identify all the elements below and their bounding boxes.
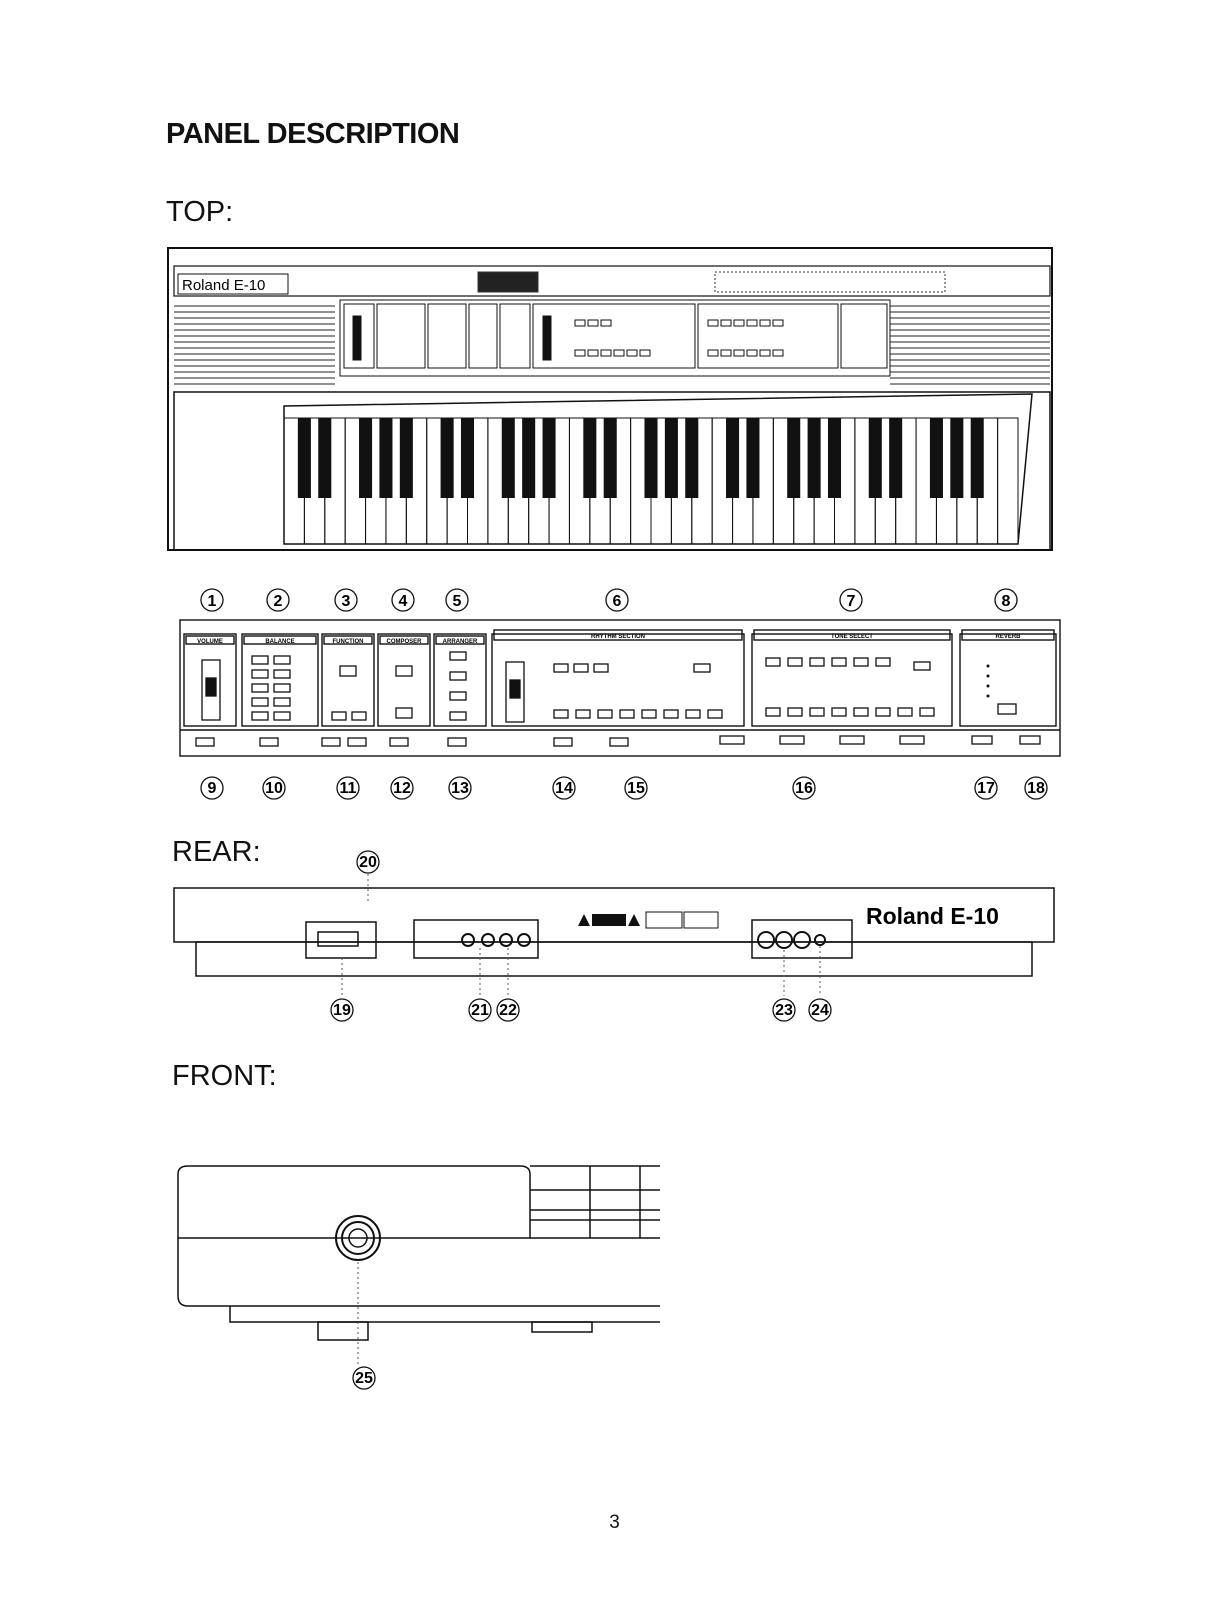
section-label-front: FRONT: [172,1060,277,1092]
black-key [971,418,984,498]
callout-3: 3 [341,593,351,610]
black-key [583,418,596,498]
label-balance: BALANCE [265,639,295,645]
control-panel-detail-illustration [176,616,1066,768]
callout-19: 19 [333,1002,351,1019]
black-key [400,418,413,498]
top-lower-callouts [180,770,1060,806]
callout-4: 4 [398,593,408,610]
black-key [787,418,800,498]
callout-16: 16 [795,780,813,797]
callout-6: 6 [612,593,622,610]
display-area [478,272,945,292]
callout-20: 20 [359,854,377,871]
black-key [318,418,331,498]
callout-8: 8 [1001,593,1011,610]
black-key [746,418,759,498]
callout-13: 13 [451,780,469,797]
callout-5: 5 [452,593,462,610]
label-rhythm-section: RHYTHM SECTION [591,634,645,640]
callout-12: 12 [393,780,411,797]
callout-17: 17 [977,780,995,797]
black-keys [298,418,984,498]
callout-24: 24 [811,1002,829,1019]
white-key [998,418,1018,544]
callout-1: 1 [207,593,217,610]
label-arranger: ARRANGER [442,639,478,645]
rear-view-illustration [172,844,1062,1034]
black-key [828,418,841,498]
black-key [869,418,882,498]
black-key [502,418,515,498]
black-key [808,418,821,498]
callout-11: 11 [339,780,357,797]
label-tone-select: TONE SELECT [831,634,873,640]
black-key [359,418,372,498]
right-speaker-grille [890,306,1050,384]
black-key [461,418,474,498]
section-label-top: TOP: [166,196,234,228]
callout-15: 15 [627,780,645,797]
label-reverb: REVERB [995,634,1021,640]
section-label-rear: REAR: [172,836,261,868]
callout-21: 21 [471,1002,489,1019]
top-control-strip [340,300,890,376]
rear-brand-logo: Roland E-10 [866,903,999,929]
black-key [685,418,698,498]
black-key [726,418,739,498]
label-composer: COMPOSER [386,639,422,645]
black-key [543,418,556,498]
label-volume: VOLUME [197,639,223,645]
page-title: PANEL DESCRIPTION [166,118,460,150]
page-number: 3 [609,1512,620,1533]
top-brand-logo: Roland E-10 [182,277,266,294]
black-key [298,418,311,498]
left-speaker-grille [174,306,335,384]
callout-18: 18 [1027,780,1045,797]
black-key [441,418,454,498]
black-key [930,418,943,498]
top-upper-callouts [180,582,1060,618]
black-key [379,418,392,498]
callout-14: 14 [555,780,573,797]
callout-9: 9 [207,780,217,797]
keyboard-top-view-illustration [160,244,1060,556]
callout-25: 25 [355,1370,373,1387]
black-key [522,418,535,498]
black-key [665,418,678,498]
black-key [950,418,963,498]
black-key [604,418,617,498]
front-view-illustration [170,1146,670,1396]
callout-10: 10 [265,780,283,797]
black-key [644,418,657,498]
callout-23: 23 [775,1002,793,1019]
callout-2: 2 [273,593,283,610]
label-function: FUNCTION [332,639,364,645]
callout-7: 7 [846,593,856,610]
callout-22: 22 [499,1002,517,1019]
black-key [889,418,902,498]
